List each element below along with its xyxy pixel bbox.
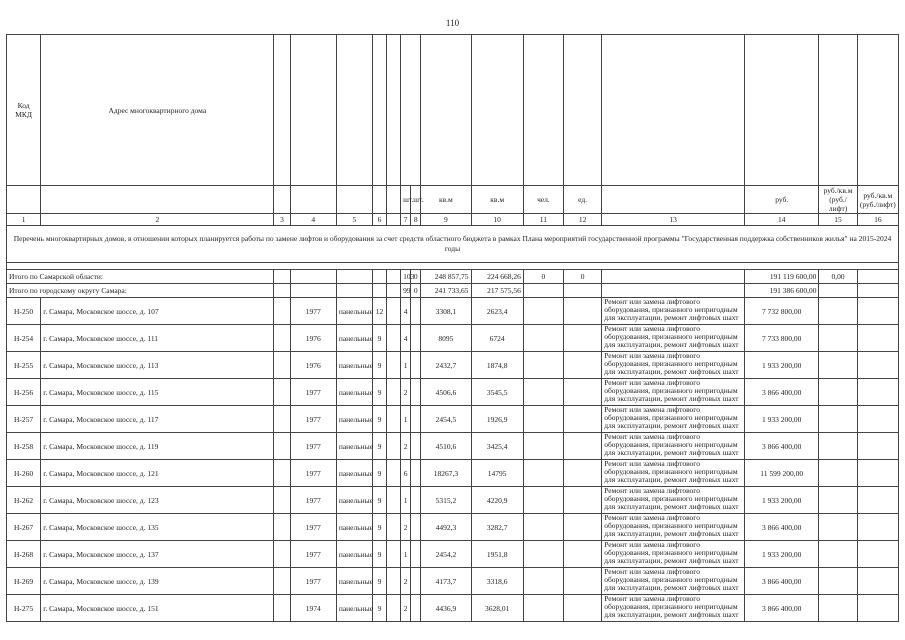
cell-area: 4436,9 xyxy=(421,595,471,622)
city-area: 241 733,65 xyxy=(421,284,471,298)
cell-area2: 1926,9 xyxy=(471,406,523,433)
header-entrances xyxy=(387,35,401,186)
cell-floors: 9 xyxy=(373,541,387,568)
cell-lifts: 2 xyxy=(401,433,411,460)
cell-cost: 3 866 400,00 xyxy=(745,433,819,460)
elevator-replacement-table xyxy=(6,34,899,622)
table-row xyxy=(7,298,899,325)
cell-wall: панельные xyxy=(336,325,372,352)
unit-max: руб./кв.м (руб./лифт) xyxy=(857,186,898,214)
cell-area: 4510,6 xyxy=(421,433,471,460)
cell-wall: панельные xyxy=(336,379,372,406)
cell-floors: 9 xyxy=(373,325,387,352)
region-cost: 191 119 600,00 xyxy=(745,270,819,284)
cell-wall: панельные xyxy=(336,406,372,433)
table-row xyxy=(7,325,899,352)
title-row xyxy=(7,226,899,263)
header-wall-material xyxy=(336,35,372,186)
col-num: 3 xyxy=(274,214,290,226)
col-num: 14 xyxy=(745,214,819,226)
city-el-a: 99 xyxy=(401,284,411,298)
cell-id: Н-267 xyxy=(7,514,41,541)
region-area: 248 857,75 xyxy=(421,270,471,284)
cell-cost: 1 933 200,00 xyxy=(745,406,819,433)
cell-area2: 1874,8 xyxy=(471,352,523,379)
col-num: 10 xyxy=(471,214,523,226)
header-id: Код МКД xyxy=(7,35,41,186)
cell-area: 18267,3 xyxy=(421,460,471,487)
cell-lifts: 2 xyxy=(401,595,411,622)
cell-id: Н-262 xyxy=(7,487,41,514)
table-row xyxy=(7,433,899,460)
cell-floors: 9 xyxy=(373,595,387,622)
unit-cost: руб. xyxy=(745,186,819,214)
table-row xyxy=(7,541,899,568)
cell-area: 2432,7 xyxy=(421,352,471,379)
header-year-built xyxy=(274,35,290,186)
cell-floors: 12 xyxy=(373,298,387,325)
cell-cost: 1 933 200,00 xyxy=(745,487,819,514)
col-num: 11 xyxy=(523,214,563,226)
units-row xyxy=(7,186,899,214)
header-cost-total xyxy=(745,35,819,186)
header-max-unit-cost xyxy=(857,35,898,186)
table-row xyxy=(7,514,899,541)
region-lift: 0 xyxy=(564,270,602,284)
cell-work: Ремонт или замена лифтового оборудования, признанного непригодным для эксплуатации, ремонт лифтовых шахт xyxy=(602,352,745,379)
cell-area: 3308,1 xyxy=(421,298,471,325)
cell-cost: 3 866 400,00 xyxy=(745,379,819,406)
cell-wall: панельные xyxy=(336,595,372,622)
cell-work: Ремонт или замена лифтового оборудования, признанного непригодным для эксплуатации, ремонт лифтовых шахт xyxy=(602,541,745,568)
table-row xyxy=(7,487,899,514)
table-row xyxy=(7,568,899,595)
cell-id: Н-255 xyxy=(7,352,41,379)
city-total-label: Итого по городскому округу Самара: xyxy=(7,284,274,298)
cell-wall: панельные xyxy=(336,298,372,325)
cell-floors: 9 xyxy=(373,433,387,460)
unit-pop: чел. xyxy=(523,186,563,214)
unit-lift: ед. xyxy=(564,186,602,214)
unit-area2: кв.м xyxy=(471,186,523,214)
cell-cost: 1 933 200,00 xyxy=(745,352,819,379)
region-el-b: 0 xyxy=(411,270,421,284)
cell-wall: панельные xyxy=(336,568,372,595)
header-elevators xyxy=(401,35,421,186)
cell-address: г. Самара, Московское шоссе, д. 107 xyxy=(41,298,274,325)
header-unit-cost xyxy=(819,35,857,186)
cell-floors: 9 xyxy=(373,514,387,541)
region-el-a: 103 xyxy=(401,270,411,284)
cell-cost: 7 733 800,00 xyxy=(745,325,819,352)
col-num: 5 xyxy=(336,214,372,226)
col-num: 2 xyxy=(41,214,274,226)
col-num: 16 xyxy=(857,214,898,226)
cell-floors: 9 xyxy=(373,487,387,514)
cell-cost: 3 866 400,00 xyxy=(745,595,819,622)
cell-lifts: 1 xyxy=(401,541,411,568)
cell-lifts: 1 xyxy=(401,487,411,514)
unit-area: кв.м xyxy=(421,186,471,214)
cell-area2: 3318,6 xyxy=(471,568,523,595)
cell-area2: 4220,9 xyxy=(471,487,523,514)
cell-id: Н-260 xyxy=(7,460,41,487)
cell-year: 1977 xyxy=(290,379,336,406)
header-lift-sets xyxy=(564,35,602,186)
col-num: 12 xyxy=(564,214,602,226)
cell-work: Ремонт или замена лифтового оборудования, признанного непригодным для эксплуатации, ремонт лифтовых шахт xyxy=(602,487,745,514)
header-floors xyxy=(373,35,387,186)
col-num: 15 xyxy=(819,214,857,226)
cell-address: г. Самара, Московское шоссе, д. 137 xyxy=(41,541,274,568)
header-total-area xyxy=(421,35,471,186)
cell-floors: 9 xyxy=(373,568,387,595)
col-num: 7 xyxy=(401,214,411,226)
cell-area: 4506,6 xyxy=(421,379,471,406)
col-num: 8 xyxy=(411,214,421,226)
header-year-overhaul xyxy=(290,35,336,186)
cell-lifts: 1 xyxy=(401,406,411,433)
cell-floors: 9 xyxy=(373,379,387,406)
city-el-b: 0 xyxy=(411,284,421,298)
cell-id: Н-268 xyxy=(7,541,41,568)
table-row xyxy=(7,460,899,487)
cell-work: Ремонт или замена лифтового оборудования, признанного непригодным для эксплуатации, ремонт лифтовых шахт xyxy=(602,514,745,541)
cell-id: Н-269 xyxy=(7,568,41,595)
cell-work: Ремонт или замена лифтового оборудования, признанного непригодным для эксплуатации, ремонт лифтовых шахт xyxy=(602,433,745,460)
cell-id: Н-257 xyxy=(7,406,41,433)
cell-area2: 1951,8 xyxy=(471,541,523,568)
cell-wall: панельные xyxy=(336,487,372,514)
cell-id: Н-250 xyxy=(7,298,41,325)
cell-cost: 11 599 200,00 xyxy=(745,460,819,487)
cell-cost: 3 866 400,00 xyxy=(745,568,819,595)
cell-lifts: 2 xyxy=(401,379,411,406)
cell-floors: 9 xyxy=(373,406,387,433)
cell-wall: панельные xyxy=(336,352,372,379)
cell-lifts: 6 xyxy=(401,460,411,487)
page-number: 110 xyxy=(445,18,460,28)
column-numbers-row xyxy=(7,214,899,226)
cell-area2: 14795 xyxy=(471,460,523,487)
cell-area: 4492,3 xyxy=(421,514,471,541)
table-title: Перечень многоквартирных домов, в отношении которых планируется работы по замене лифтов и оборудования за счет средств областного бюджета в рамках Плана мероприятий государственной программы "Государственная поддержка собственников жилья" на 2015-2024 годы xyxy=(7,226,899,263)
cell-cost: 7 732 800,00 xyxy=(745,298,819,325)
cell-wall: панельные xyxy=(336,514,372,541)
cell-work: Ремонт или замена лифтового оборудования, признанного непригодным для эксплуатации, ремонт лифтовых шахт xyxy=(602,298,745,325)
table-body xyxy=(7,298,899,622)
cell-area: 5315,2 xyxy=(421,487,471,514)
cell-year: 1974 xyxy=(290,595,336,622)
cell-address: г. Самара, Московское шоссе, д. 111 xyxy=(41,325,274,352)
cell-address: г. Самара, Московское шоссе, д. 123 xyxy=(41,487,274,514)
header-work-type xyxy=(602,35,745,186)
cell-year: 1977 xyxy=(290,433,336,460)
cell-area2: 2623,4 xyxy=(471,298,523,325)
cell-id: Н-275 xyxy=(7,595,41,622)
cell-area2: 3545,5 xyxy=(471,379,523,406)
table-row xyxy=(7,352,899,379)
cell-year: 1977 xyxy=(290,406,336,433)
col-num: 1 xyxy=(7,214,41,226)
header-address: Адрес многоквартирного дома xyxy=(41,35,274,186)
region-unit: 0,00 xyxy=(819,270,857,284)
cell-address: г. Самара, Московское шоссе, д. 117 xyxy=(41,406,274,433)
cell-address: г. Самара, Московское шоссе, д. 151 xyxy=(41,595,274,622)
cell-floors: 9 xyxy=(373,460,387,487)
cell-address: г. Самара, Московское шоссе, д. 139 xyxy=(41,568,274,595)
region-pop: 0 xyxy=(523,270,563,284)
city-cost: 191 386 600,00 xyxy=(745,284,819,298)
header-area-owned xyxy=(471,35,523,186)
table-row xyxy=(7,406,899,433)
region-total-label: Итого по Самарской области: xyxy=(7,270,274,284)
cell-year: 1976 xyxy=(290,352,336,379)
cell-work: Ремонт или замена лифтового оборудования, признанного непригодным для эксплуатации, ремонт лифтовых шахт xyxy=(602,460,745,487)
cell-wall: панельные xyxy=(336,541,372,568)
cell-year: 1977 xyxy=(290,514,336,541)
cell-area2: 3282,7 xyxy=(471,514,523,541)
cell-lifts: 4 xyxy=(401,325,411,352)
col-num: 9 xyxy=(421,214,471,226)
city-area2: 217 575,56 xyxy=(471,284,523,298)
cell-work: Ремонт или замена лифтового оборудования, признанного непригодным для эксплуатации, ремонт лифтовых шахт xyxy=(602,595,745,622)
col-num: 6 xyxy=(373,214,387,226)
region-area2: 224 668,26 xyxy=(471,270,523,284)
cell-id: Н-256 xyxy=(7,379,41,406)
cell-address: г. Самара, Московское шоссе, д. 119 xyxy=(41,433,274,460)
cell-address: г. Самара, Московское шоссе, д. 113 xyxy=(41,352,274,379)
cell-work: Ремонт или замена лифтового оборудования, признанного непригодным для эксплуатации, ремонт лифтовых шахт xyxy=(602,325,745,352)
cell-wall: панельные xyxy=(336,460,372,487)
cell-work: Ремонт или замена лифтового оборудования, признанного непригодным для эксплуатации, ремонт лифтовых шахт xyxy=(602,406,745,433)
cell-cost: 3 866 400,00 xyxy=(745,514,819,541)
cell-lifts: 1 xyxy=(401,352,411,379)
region-total-row xyxy=(7,270,899,284)
cell-area: 2454,5 xyxy=(421,406,471,433)
unit-unit: руб./кв.м (руб./лифт) xyxy=(819,186,857,214)
cell-cost: 1 933 200,00 xyxy=(745,541,819,568)
city-total-row xyxy=(7,284,899,298)
cell-floors: 9 xyxy=(373,352,387,379)
cell-year: 1977 xyxy=(290,541,336,568)
cell-year: 1977 xyxy=(290,460,336,487)
header-row xyxy=(7,35,899,186)
col-num: 13 xyxy=(602,214,745,226)
cell-address: г. Самара, Московское шоссе, д. 135 xyxy=(41,514,274,541)
cell-id: Н-258 xyxy=(7,433,41,460)
cell-lifts: 4 xyxy=(401,298,411,325)
cell-area: 8095 xyxy=(421,325,471,352)
cell-year: 1977 xyxy=(290,298,336,325)
unit-el-a: шт. xyxy=(401,186,411,214)
cell-year: 1977 xyxy=(290,568,336,595)
cell-wall: панельные xyxy=(336,433,372,460)
cell-id: Н-254 xyxy=(7,325,41,352)
header-population xyxy=(523,35,563,186)
cell-area: 4173,7 xyxy=(421,568,471,595)
table-row xyxy=(7,379,899,406)
cell-address: г. Самара, Московское шоссе, д. 121 xyxy=(41,460,274,487)
cell-year: 1977 xyxy=(290,487,336,514)
col-num: 4 xyxy=(290,214,336,226)
cell-area2: 3425,4 xyxy=(471,433,523,460)
cell-year: 1976 xyxy=(290,325,336,352)
cell-work: Ремонт или замена лифтового оборудования, признанного непригодным для эксплуатации, ремонт лифтовых шахт xyxy=(602,379,745,406)
unit-el-b: шт. xyxy=(411,186,421,214)
cell-area2: 3628,01 xyxy=(471,595,523,622)
cell-address: г. Самара, Московское шоссе, д. 115 xyxy=(41,379,274,406)
cell-area: 2454,2 xyxy=(421,541,471,568)
cell-work: Ремонт или замена лифтового оборудования, признанного непригодным для эксплуатации, ремонт лифтовых шахт xyxy=(602,568,745,595)
table-row xyxy=(7,595,899,622)
cell-lifts: 2 xyxy=(401,514,411,541)
cell-lifts: 2 xyxy=(401,568,411,595)
cell-area2: 6724 xyxy=(471,325,523,352)
